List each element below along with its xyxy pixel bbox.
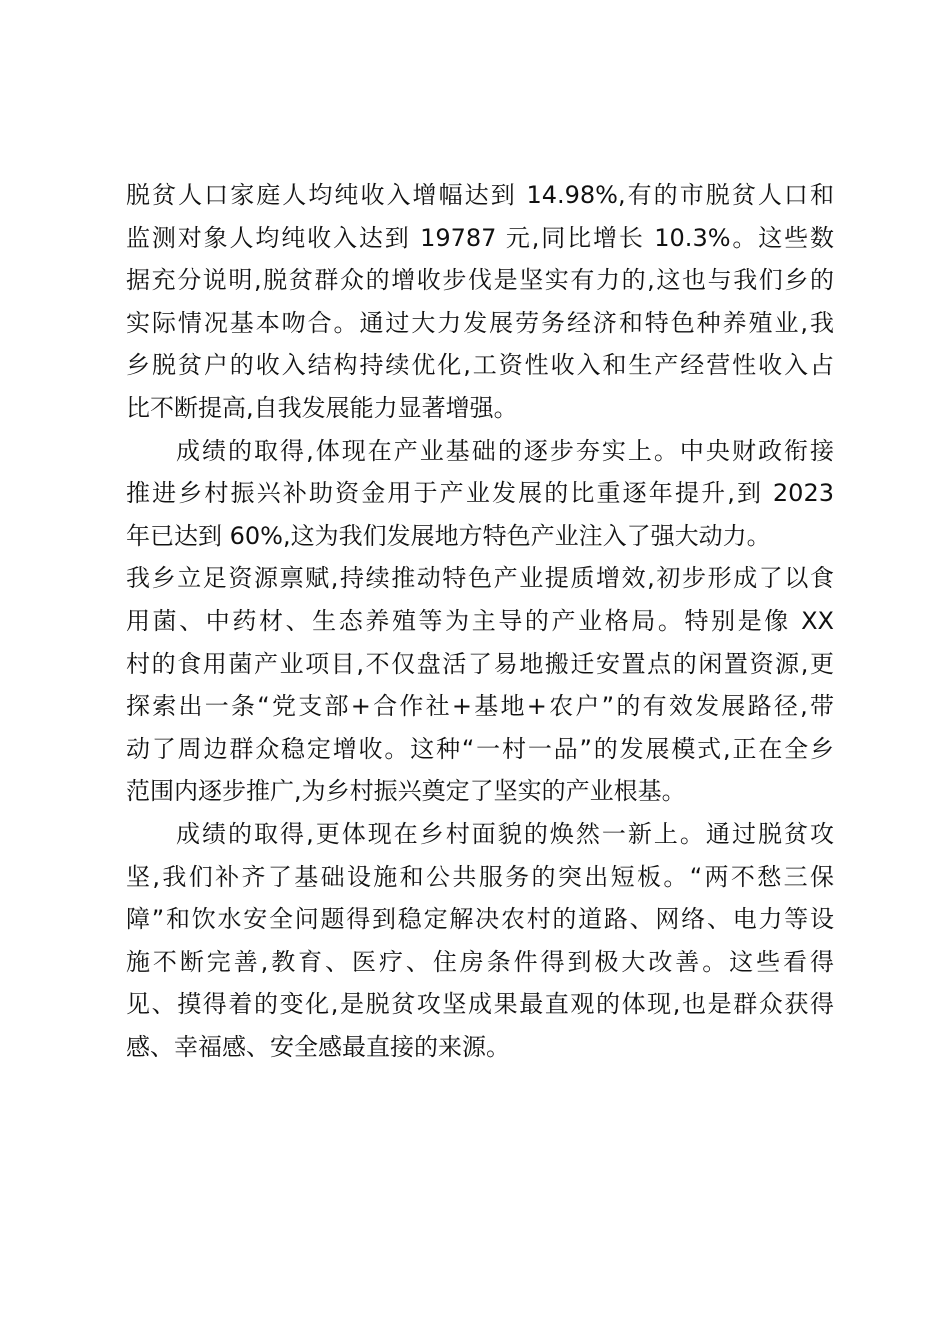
text-line: 动了周边群众稳定增收。这种“一村一品”的发展模式,正在全乡 bbox=[126, 734, 834, 763]
text-line: 比不断提高,自我发展能力显著增强。 bbox=[126, 393, 518, 422]
text-line: 感、幸福感、安全感最直接的来源。 bbox=[126, 1032, 510, 1061]
text-line: 年已达到 60%,这为我们发展地方特色产业注入了强大动力。 bbox=[126, 521, 771, 550]
text-line: 我乡立足资源禀赋,持续推动特色产业提质增效,初步形成了以食 bbox=[126, 564, 834, 593]
text-line: 探索出一条“党支部+合作社+基地+农户”的有效发展路径,带 bbox=[126, 692, 834, 721]
text-line: 村的食用菌产业项目,不仅盘活了易地搬迁安置点的闲置资源,更 bbox=[126, 649, 834, 678]
text-line: 成绩的取得,更体现在乡村面貌的焕然一新上。通过脱贫攻 bbox=[176, 819, 834, 848]
paragraph-3 bbox=[126, 813, 834, 1069]
text-line: 成绩的取得,体现在产业基础的逐步夯实上。中央财政衔接 bbox=[176, 436, 834, 465]
text-line: 监测对象人均纯收入达到 19787 元,同比增长 10.3%。这些数 bbox=[126, 223, 834, 252]
text-line: 实际情况基本吻合。通过大力发展劳务经济和特色种养殖业,我 bbox=[126, 308, 834, 337]
text-line: 见、摸得着的变化,是脱贫攻坚成果最直观的体现,也是群众获得 bbox=[126, 990, 834, 1019]
text-line: 障”和饮水安全问题得到稳定解决农村的道路、网络、电力等设 bbox=[126, 905, 834, 934]
paragraph-2 bbox=[126, 430, 834, 813]
paragraph-1 bbox=[126, 174, 834, 430]
document-body bbox=[126, 174, 834, 1068]
text-line: 乡脱贫户的收入结构持续优化,工资性收入和生产经营性收入占 bbox=[126, 351, 834, 380]
text-line: 推进乡村振兴补助资金用于产业发展的比重逐年提升,到 2023 bbox=[126, 479, 834, 508]
text-line: 用菌、中药材、生态养殖等为主导的产业格局。特别是像 XX bbox=[126, 606, 834, 635]
text-line: 施不断完善,教育、医疗、住房条件得到极大改善。这些看得 bbox=[126, 947, 834, 976]
text-line: 坚,我们补齐了基础设施和公共服务的突出短板。“两不愁三保 bbox=[126, 862, 834, 891]
text-line: 范围内逐步推广,为乡村振兴奠定了坚实的产业根基。 bbox=[126, 777, 686, 806]
text-line: 脱贫人口家庭人均纯收入增幅达到 14.98%,有的市脱贫人口和 bbox=[126, 181, 834, 209]
text-line: 据充分说明,脱贫群众的增收步伐是坚实有力的,这也与我们乡的 bbox=[126, 266, 834, 295]
